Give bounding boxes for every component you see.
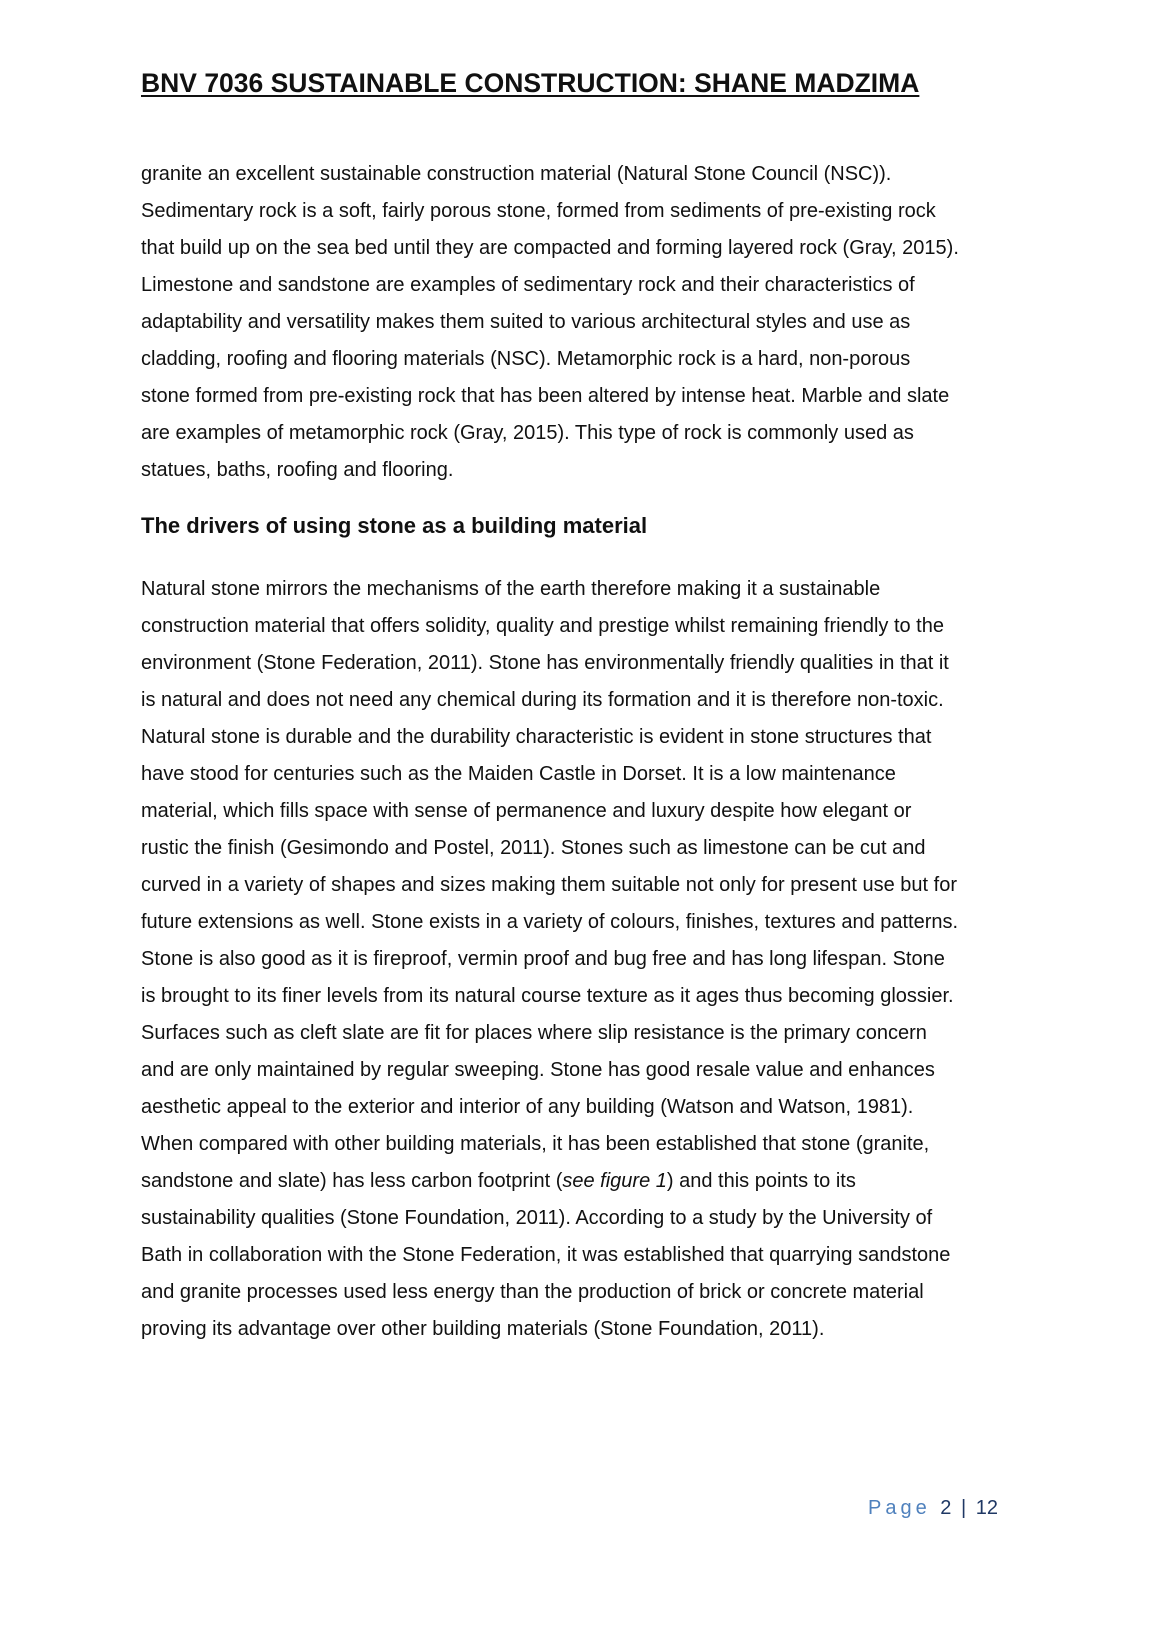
paragraph-line: construction material that offers solidity, quality and prestige whilst remaining friendly to the xyxy=(141,615,944,637)
figure-reference: see figure 1 xyxy=(562,1170,667,1192)
paragraph-line: Natural stone is durable and the durability characteristic is evident in stone structures that xyxy=(141,726,932,748)
paragraph-line: proving its advantage over other building materials (Stone Foundation, 2011). xyxy=(141,1318,825,1340)
paragraph-line: future extensions as well. Stone exists in a variety of colours, finishes, textures and patterns. xyxy=(141,911,959,933)
page-footer xyxy=(868,1497,998,1520)
paragraph-line: adaptability and versatility makes them suited to various architectural styles and use as xyxy=(141,311,911,333)
paragraph-line-with-figure-reference xyxy=(141,1163,1031,1200)
paragraph-line: When compared with other building materials, it has been established that stone (granite, xyxy=(141,1133,930,1155)
paragraph-line: aesthetic appeal to the exterior and interior of any building (Watson and Watson, 1981). xyxy=(141,1096,914,1118)
paragraph-line: rustic the finish (Gesimondo and Postel, 2011). Stones such as limestone can be cut and xyxy=(141,837,926,859)
page-total: 12 xyxy=(975,1497,998,1519)
paragraph-line: that build up on the sea bed until they are compacted and forming layered rock (Gray, 2015). xyxy=(141,237,959,259)
paragraph-line: environment (Stone Federation, 2011). Stone has environmentally friendly qualities in that it xyxy=(141,652,949,674)
paragraph-stone-types xyxy=(141,156,1031,489)
paragraph-line: sustainability qualities (Stone Foundation, 2011). According to a study by the University of xyxy=(141,1207,933,1229)
paragraph-line: have stood for centuries such as the Maiden Castle in Dorset. It is a low maintenance xyxy=(141,763,896,785)
paragraph-line: are examples of metamorphic rock (Gray, 2015). This type of rock is commonly used as xyxy=(141,422,914,444)
paragraph-line: is brought to its finer levels from its natural course texture as it ages thus becoming glossier. xyxy=(141,985,954,1007)
paragraph-line: stone formed from pre-existing rock that has been altered by intense heat. Marble and slate xyxy=(141,385,950,407)
paragraph-line: and are only maintained by regular sweeping. Stone has good resale value and enhances xyxy=(141,1059,935,1081)
paragraph-line: Bath in collaboration with the Stone Federation, it was established that quarrying sandstone xyxy=(141,1244,951,1266)
page-label: Page xyxy=(868,1497,931,1519)
paragraph-line: material, which fills space with sense of permanence and luxury despite how elegant or xyxy=(141,800,912,822)
paragraph-line: and granite processes used less energy than the production of brick or concrete material xyxy=(141,1281,924,1303)
page-separator: | xyxy=(960,1497,967,1519)
paragraph-line: Natural stone mirrors the mechanisms of the earth therefore making it a sustainable xyxy=(141,578,881,600)
paragraph-line: statues, baths, roofing and flooring. xyxy=(141,459,454,481)
paragraph-line: granite an excellent sustainable construction material (Natural Stone Council (NSC)). xyxy=(141,163,892,185)
line-text-before: sandstone and slate) has less carbon footprint ( xyxy=(141,1170,563,1192)
paragraph-line: Sedimentary rock is a soft, fairly porous stone, formed from sediments of pre-existing rock xyxy=(141,200,936,222)
paragraph-line: curved in a variety of shapes and sizes making them suitable not only for present use but for xyxy=(141,874,957,896)
page-number: 2 xyxy=(940,1497,952,1519)
section-heading: The drivers of using stone as a building material xyxy=(141,513,648,538)
paragraph-line: is natural and does not need any chemical during its formation and it is therefore non-toxic. xyxy=(141,689,944,711)
document-header-title: BNV 7036 SUSTAINABLE CONSTRUCTION: SHANE MADZIMA xyxy=(141,68,920,98)
paragraph-line: Stone is also good as it is fireproof, vermin proof and bug free and has long lifespan. Stone xyxy=(141,948,945,970)
paragraph-line: Limestone and sandstone are examples of sedimentary rock and their characteristics of xyxy=(141,274,915,296)
paragraph-drivers xyxy=(141,571,1031,1348)
paragraph-line: Surfaces such as cleft slate are fit for places where slip resistance is the primary concern xyxy=(141,1022,927,1044)
paragraph-line: cladding, roofing and flooring materials (NSC). Metamorphic rock is a hard, non-porous xyxy=(141,348,911,370)
line-text-after: ) and this points to its xyxy=(666,1170,856,1192)
